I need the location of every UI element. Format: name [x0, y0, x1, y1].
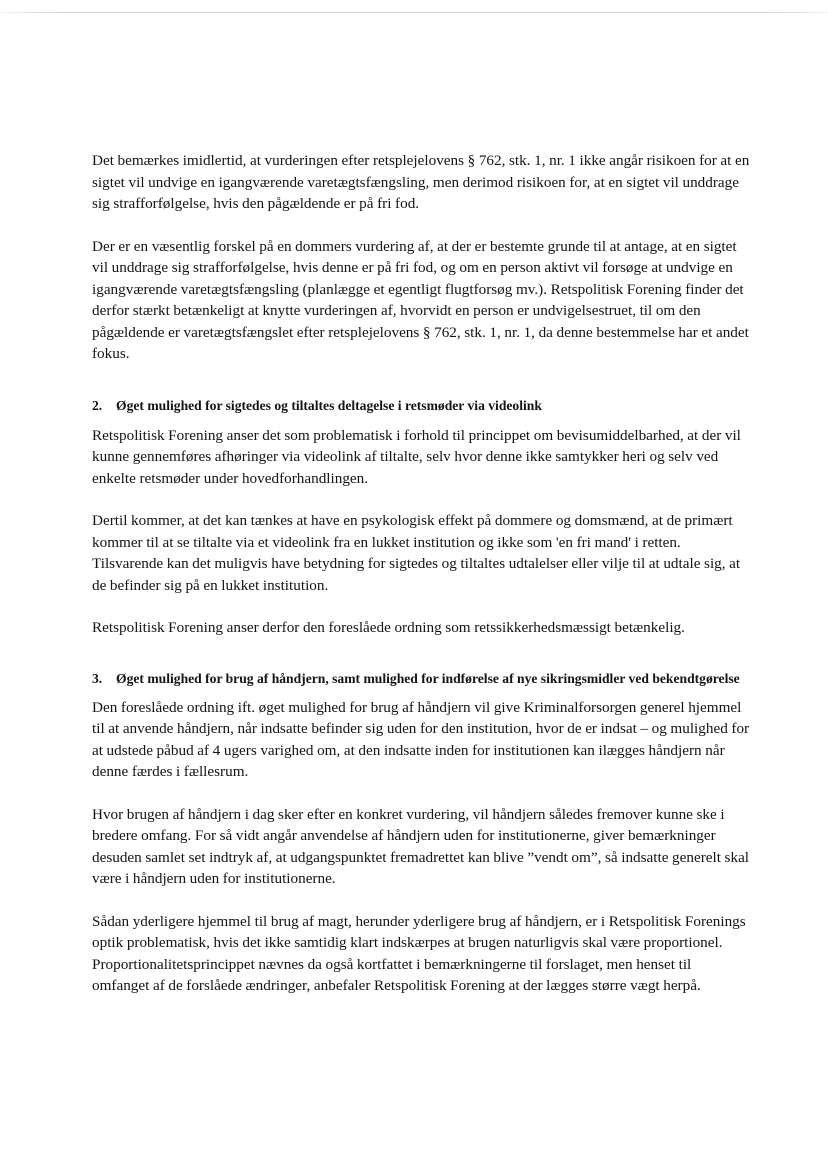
section-2-heading — [92, 397, 752, 415]
section-3-paragraph-2: Hvor brugen af håndjern i dag sker efter en konkret vurdering, vil håndjern således fremover kunne ske i bredere omfang. For så vidt angår anvendelse af håndjern uden for institutionerne, giver bemærkninger desuden samlet set indtryk af, at udgangspunktet fremadrettet kan blive ”vendt om”, så indsatte generelt skal være i håndjern uden for institutionerne. — [92, 805, 750, 887]
section-3-paragraph-3: Sådan yderligere hjemmel til brug af magt, herunder yderligere brug af håndjern, er i Retspolitisk Forenings optik problematisk, hvis det ikke samtidig klart indskærpes at brugen naturligvis skal være proportionel. Proportionalitetsprincippet nævnes da også kortfattet i bemærkningerne til forslaget, men henset til omfanget af de forslåede ændringer, anbefaler Retspolitisk Forening at der lægges større vægt herpå. — [92, 912, 746, 994]
intro-paragraph-2: Der er en væsentlig forskel på en dommers vurdering af, at der er bestemte grunde til at antage, at en sigtet vil unddrage sig strafforfølgelse, hvis denne er på fri fod, og om en person aktivt vil forsøge at undvige en igangværende varetægtsfængsling (planlægge et egentligt flugtforsøg mv.). Retspolitisk Forening finder det derfor stærkt betænkeligt at knytte vurderingen af, hvorvidt en person er undvigelsestruet, til om den pågældende er varetægtsfængslet efter retsplejelovens § 762, stk. 1, nr. 1, da denne bestemmelse har et andet fokus. — [92, 237, 749, 362]
section-2-paragraph-3: Retspolitisk Forening anser derfor den foreslåede ordning som retssikkerhedsmæssigt betænkelig. — [92, 619, 685, 636]
section-2-title: Øget mulighed for sigtedes og tiltaltes deltagelse i retsmøder via videolink — [116, 397, 542, 413]
intro-paragraph-1: Det bemærkes imidlertid, at vurderingen efter retsplejelovens § 762, stk. 1, nr. 1 ikke angår risikoen for at en sigtet vil undvige en igangværende varetægtsfængsling, men derimod risikoen for, at en sigtet vil unddrage sig strafforfølgelse, hvis den pågældende er på fri fod. — [92, 152, 750, 212]
section-3-paragraph-1: Den foreslåede ordning ift. øget mulighed for brug af håndjern vil give Kriminalforsorgen generel hjemmel til at anvende håndjern, når indsatte befinder sig uden for den institution, hvor de er indsat – og mulighed for at udstede påbud af 4 ugers varighed om, at den indsatte inden for institutionen kan ilægges håndjern når denne færdes i fællesrum. — [92, 698, 750, 780]
section-2-paragraph-1: Retspolitisk Forening anser det som problematisk i forhold til princippet om bevisumiddelbarhed, at der vil kunne gennemføres afhøringer via videolink af tiltalte, selv hvor denne ikke samtykker heri og selv ved enkelte retsmøder under hovedforhandlingen. — [92, 426, 741, 487]
section-2-paragraph-2: Dertil kommer, at det kan tænkes at have en psykologisk effekt på dommere og domsmænd, at de primært kommer til at se tiltalte via et videolink fra en lukket institution og ikke som 'en fri mand' i retten. Tilsvarende kan det muligvis have betydning for sigtedes og tiltaltes udtalelser eller vilje til at udtale sig, at de befinder sig på en lukket institution. — [92, 512, 741, 594]
section-2-number: 2. — [92, 397, 103, 413]
section-3-title: Øget mulighed for brug af håndjern, samt mulighed for indførelse af nye sikringsmidler ved bekendtgørelse — [116, 670, 740, 686]
scan-edge-line — [0, 12, 828, 13]
section-3-heading — [92, 670, 752, 688]
section-3-number: 3. — [92, 670, 103, 686]
document-page — [92, 150, 752, 997]
